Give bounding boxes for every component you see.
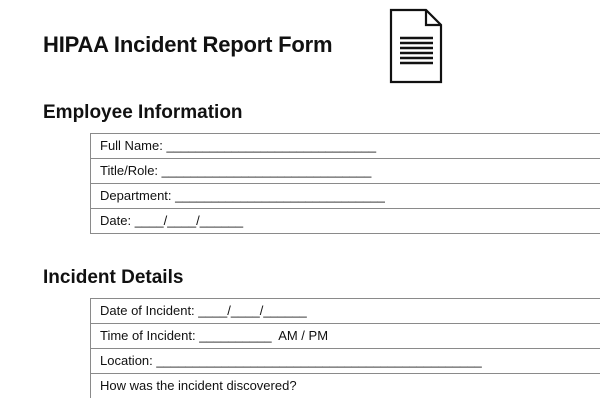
full-name-blank[interactable]: _____________________________: [166, 138, 377, 153]
incident-date-field[interactable]: [91, 299, 600, 324]
discovery-method-field[interactable]: [91, 374, 600, 398]
date-blank[interactable]: ____/____/______: [134, 213, 244, 228]
incident-date-label: Date of Incident:: [100, 303, 195, 318]
date-label: Date:: [100, 213, 132, 228]
title-role-blank[interactable]: _____________________________: [161, 163, 372, 178]
discovery-method-label: How was the incident discovered?: [100, 378, 297, 393]
incident-details-table: [90, 298, 600, 398]
document-icon: [388, 7, 444, 85]
title-role-field[interactable]: [91, 159, 600, 184]
department-blank[interactable]: _____________________________: [175, 188, 385, 203]
form-title: HIPAA Incident Report Form: [43, 32, 333, 57]
department-label: Department:: [100, 188, 172, 203]
employee-info-table: [90, 133, 600, 234]
incident-time-label: Time of Incident:: [100, 328, 196, 343]
am-pm-option[interactable]: AM / PM: [278, 328, 329, 343]
title-role-label: Title/Role:: [100, 163, 159, 178]
incident-date-blank[interactable]: ____/____/______: [198, 303, 307, 318]
incident-section-heading: Incident Details: [43, 267, 184, 288]
employee-section-heading: Employee Information: [43, 102, 243, 123]
full-name-field[interactable]: [91, 134, 600, 159]
full-name-label: Full Name:: [100, 138, 163, 153]
location-field[interactable]: [91, 349, 600, 374]
incident-time-field[interactable]: [91, 324, 600, 349]
incident-time-blank[interactable]: __________: [199, 328, 272, 343]
location-label: Location:: [100, 353, 153, 368]
department-field[interactable]: [91, 184, 600, 209]
location-blank[interactable]: _____________________________________________: [156, 353, 482, 368]
date-field[interactable]: [91, 209, 600, 234]
